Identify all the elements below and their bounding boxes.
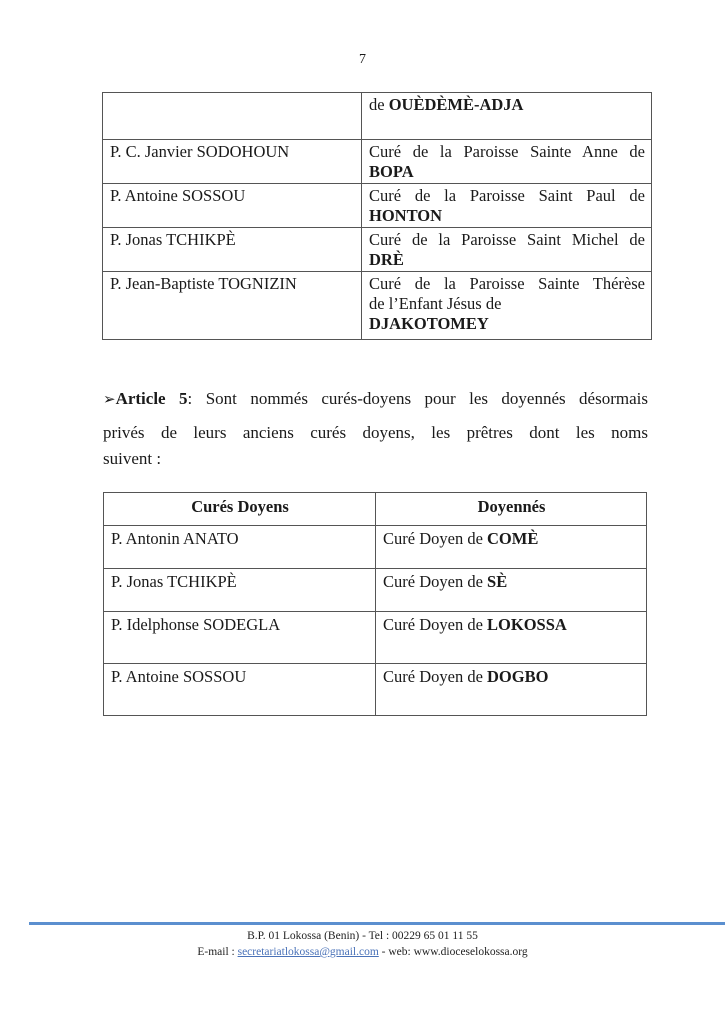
priest-name-cell — [103, 93, 362, 140]
parish-appointments-table — [102, 92, 652, 340]
deanery-place: DOGBO — [487, 667, 549, 686]
parish-place: DRÈ — [369, 250, 404, 269]
footer-address: B.P. 01 Lokossa (Benin) - Tel : 00229 65 01 11 55 — [247, 930, 478, 942]
article-5-paragraph — [103, 382, 648, 470]
deanery-cell — [376, 664, 647, 716]
deanery-place: LOKOSSA — [487, 615, 567, 634]
column-header-cures-doyens: Curés Doyens — [104, 493, 376, 526]
deanery-place: SÈ — [487, 572, 508, 591]
parish-role-text: Curé de la Paroisse Sainte Thérèse — [369, 274, 645, 293]
parish-place: BOPA — [369, 162, 414, 181]
parish-place: DJAKOTOMEY — [369, 314, 489, 333]
email-link[interactable]: secretariatlokossa@gmail.com — [237, 946, 379, 958]
article-text: : Sont nommés curés-doyens pour les doyennés désormais — [187, 389, 648, 408]
dean-name-cell: P. Antonin ANATO — [104, 526, 376, 569]
deanery-cell — [376, 569, 647, 612]
parish-cell — [362, 272, 652, 340]
parish-role-text: Curé de la Paroisse Saint Paul de — [369, 186, 645, 205]
dean-name-cell: P. Jonas TCHIKPÈ — [104, 569, 376, 612]
article-label: Article 5 — [115, 389, 188, 408]
deanery-cell — [376, 526, 647, 569]
page-number: 7 — [359, 52, 366, 67]
parish-role-text: Curé de la Paroisse Sainte Anne de — [369, 142, 645, 161]
website-text: - web: www.dioceselokossa.org — [378, 946, 528, 958]
column-header-doyennes: Doyennés — [376, 493, 647, 526]
parish-cell — [362, 228, 652, 272]
deanery-prefix: Curé Doyen de — [383, 615, 488, 634]
table-row — [103, 228, 652, 272]
deanery-place: COMÈ — [487, 529, 539, 548]
deanery-prefix: Curé Doyen de — [383, 667, 488, 686]
footer — [0, 928, 725, 960]
table-row — [103, 93, 652, 140]
article-line-2: privés de leurs anciens curés doyens, les prêtres dont les noms — [103, 423, 648, 442]
parish-cell — [362, 93, 652, 140]
footer-contact — [0, 944, 725, 960]
article-line-1 — [103, 382, 648, 416]
priest-name-cell: P. Jean-Baptiste TOGNIZIN — [103, 272, 362, 340]
deanery-prefix: Curé Doyen de — [383, 529, 488, 548]
parish-role-text: de — [369, 95, 389, 114]
table-row — [104, 569, 647, 612]
parish-cell — [362, 140, 652, 184]
parish-role-text: Curé de la Paroisse Saint Michel de — [369, 230, 645, 249]
dean-name-cell: P. Idelphonse SODEGLA — [104, 612, 376, 664]
article-line-3: suivent : — [103, 449, 162, 468]
email-label: E-mail : — [197, 946, 238, 958]
arrow-bullet-icon: ➢ — [103, 390, 116, 408]
table-row — [103, 272, 652, 340]
footer-divider — [29, 922, 725, 925]
deanery-prefix: Curé Doyen de — [383, 572, 488, 591]
table-row — [103, 184, 652, 228]
parish-role-text-2: de l’Enfant Jésus de — [369, 294, 502, 313]
priest-name-cell: P. C. Janvier SODOHOUN — [103, 140, 362, 184]
parish-cell — [362, 184, 652, 228]
parish-place: OUÈDÈMÈ-ADJA — [388, 95, 524, 114]
table-row — [103, 140, 652, 184]
deanery-cell — [376, 612, 647, 664]
priest-name-cell: P. Antoine SOSSOU — [103, 184, 362, 228]
table-row — [104, 664, 647, 716]
deanery-appointments-table — [103, 492, 647, 716]
dean-name-cell: P. Antoine SOSSOU — [104, 664, 376, 716]
table-row — [104, 526, 647, 569]
table-row — [104, 612, 647, 664]
priest-name-cell: P. Jonas TCHIKPÈ — [103, 228, 362, 272]
table-header-row — [104, 493, 647, 526]
parish-place: HONTON — [369, 206, 443, 225]
